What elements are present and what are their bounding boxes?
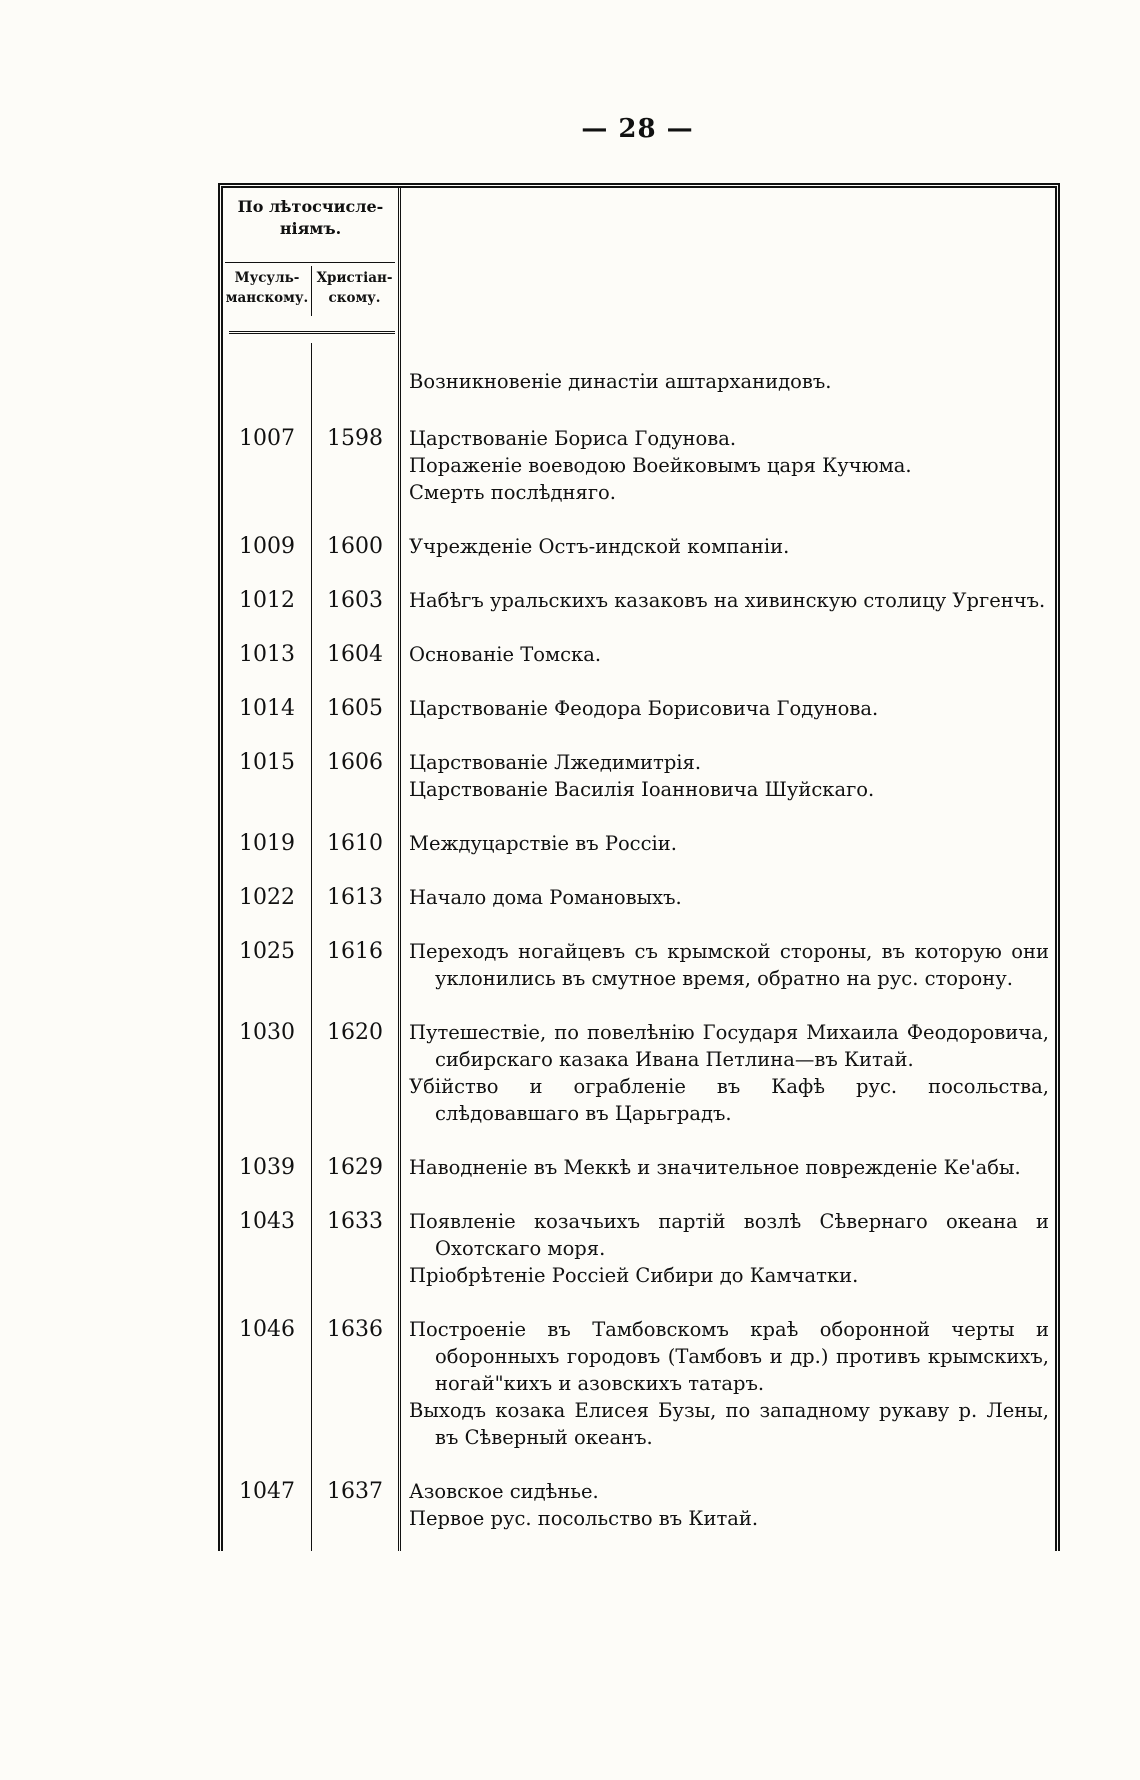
event-text: Пріобрѣтеніе Россіей Сибири до Камчатки. [409,1264,859,1287]
christian-year: 1629 [327,1155,383,1180]
header-chronology-title: По лѣтосчисле-ніямъ. [237,197,384,238]
event-text: Переходъ ногайцевъ съ крымской стороны, въ которую они уклонились въ смутное время, обратно на рус. сторону. [409,940,1049,990]
event-text: Путешествіе, по повелѣнію Государя Михаила Феодоровича, сибирскаго казака Ивана Петлина—въ Китай. [409,1021,1049,1071]
muslim-year: 1014 [239,696,295,721]
header-rule [225,262,395,263]
christian-year: 1633 [327,1209,383,1234]
event-text: Азовское сидѣнье. [409,1480,599,1503]
header-christian-column: Христіан-скому. [316,270,393,306]
event-text: Междуцарствіе въ Россіи. [409,832,677,855]
event-text: Смерть послѣдняго. [409,481,616,504]
muslim-year: 1030 [239,1020,295,1045]
muslim-year: 1047 [239,1479,295,1504]
christian-year: 1598 [327,426,383,451]
event-text: Учрежденіе Остъ-индской компаніи. [409,535,790,558]
event-text: Набѣгъ уральскихъ казаковъ на хивинскую столицу Ургенчъ. [409,589,1046,612]
event-text: Царствованіе Бориса Годунова. [409,427,737,450]
event-text: Царствованіе Феодора Борисовича Годунова. [409,697,879,720]
christian-year: 1637 [327,1479,383,1504]
event-text: Первое рус. посольство въ Китай. [409,1507,759,1530]
christian-year: 1610 [327,831,383,856]
christian-year: 1616 [327,939,383,964]
muslim-year: 1013 [239,642,295,667]
muslim-year: 1009 [239,534,295,559]
event-text: Пораженіе воеводою Воейковымъ царя Кучюма. [409,454,912,477]
column-divider [398,188,401,1551]
muslim-year: 1043 [239,1209,295,1234]
muslim-year: 1012 [239,588,295,613]
muslim-year: 1046 [239,1317,295,1342]
event-text: Убійство и ограбленіе въ Кафѣ рус. посольства, слѣдовавшаго въ Царьградъ. [409,1075,1049,1125]
event-text: Царствованіе Василія Іоанновича Шуйскаго. [409,778,875,801]
christian-year: 1620 [327,1020,383,1045]
event-text: Возникновеніе династіи аштарханидовъ. [409,370,832,393]
muslim-year: 1039 [239,1155,295,1180]
christian-year: 1604 [327,642,383,667]
event-text: Царствованіе Лжедимитрія. [409,751,702,774]
event-text: Построеніе въ Тамбовскомъ краѣ оборонной черты и оборонныхъ городовъ (Тамбовъ и др.) противъ крымскихъ, ногай"кихъ и азовскихъ татаръ. [409,1318,1049,1395]
header-double-rule [229,331,395,334]
event-text: Выходъ козака Елисея Бузы, по западному рукаву р. Лены, въ Сѣверный океанъ. [409,1399,1049,1449]
muslim-year: 1022 [239,885,295,910]
muslim-year: 1015 [239,750,295,775]
muslim-year: 1019 [239,831,295,856]
muslim-year: 1025 [239,939,295,964]
christian-year: 1606 [327,750,383,775]
chronology-table [218,183,1060,1551]
page-number: — 28 — [581,114,694,144]
christian-year: 1603 [327,588,383,613]
header-muslim-column: Мусуль-манскому. [225,270,309,306]
event-text: Основаніе Томска. [409,643,602,666]
muslim-year: 1007 [239,426,295,451]
event-text: Наводненіе въ Меккѣ и значительное поврежденіе Ке'абы. [409,1156,1021,1179]
christian-year: 1613 [327,885,383,910]
christian-year: 1600 [327,534,383,559]
event-text: Появленіе козачьихъ партій возлѣ Сѣвернаго океана и Охотскаго моря. [409,1210,1049,1260]
christian-year: 1605 [327,696,383,721]
christian-year: 1636 [327,1317,383,1342]
event-text: Начало дома Романовыхъ. [409,886,682,909]
